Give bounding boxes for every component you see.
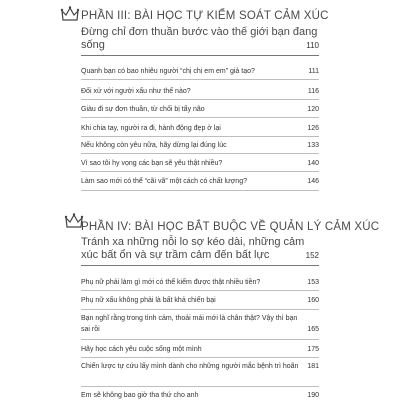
part-title: PHẦN IV: BÀI HỌC BẮT BUỘC VỀ QUẢN LÝ CẢM XÚC [81,221,380,233]
toc-entry [81,140,319,151]
toc-entry-page: 116 [307,88,319,95]
entry-rule [81,117,319,118]
entry-rule [81,386,319,387]
entry-rule [81,99,319,100]
section-heading [81,26,319,52]
toc-entry-title: Phụ nữ xấu không phải là bất khả chiến bại [81,297,216,304]
toc-entry-page: 146 [307,178,319,185]
toc-entry-title: Vì sao tôi hy vọng các bạn sẽ yêu thật nhiều? [81,160,223,167]
entry-rule [81,357,319,358]
entry-rule [81,171,319,172]
toc-entry-page: 120 [307,106,319,113]
toc-entry-page: 111 [308,68,319,75]
section-heading-text: Tránh xa những nỗi lo sợ kéo dài, những cảm xúc bất ổn và sự trầm cảm đến bất lực [81,236,305,261]
toc-entry [81,277,319,288]
entry-rule [81,136,319,137]
toc-entry-page: 190 [307,392,319,399]
section-heading-text: Đừng chỉ đơn thuần bước vào thế giới bạn đang sống [81,26,318,51]
toc-entry [81,313,319,335]
entry-rule [81,309,319,310]
toc-entry-title: Em sẽ không bao giờ tha thứ cho anh [81,392,199,399]
part-title: PHẦN III: BÀI HỌC TỰ KIỂM SOÁT CẢM XÚC [81,10,329,22]
heading-rule [81,55,319,56]
toc-entry [81,361,319,372]
toc-entry [81,104,319,115]
toc-entry-title: Làm sao mới có thể “cãi vã” một cách có chất lượng? [81,178,247,185]
toc-entry-title: Bạn nghĩ rằng trong tình cảm, thoải mái mới là chân thật? Vậy thì bạn sai rồi [81,315,298,333]
toc-entry [81,176,319,187]
toc-entry-page: 153 [307,279,319,286]
heading-rule [81,265,319,266]
toc-entry [81,390,319,401]
entry-rule [81,153,319,154]
entry-rule [81,79,319,80]
toc-entry-page: 126 [307,125,319,132]
crown-icon [60,5,80,25]
entry-rule [81,190,319,191]
toc-entry-title: Chiến lược tự cứu lấy mình dành cho những người mắc bệnh trì hoãn [81,363,299,370]
entry-rule [81,339,319,340]
toc-entry-page: 133 [307,142,319,149]
toc-entry-page: 140 [307,160,319,167]
toc-entry [81,66,319,77]
toc-entry-title: Giàu đi sự đơn thuần, từ chối bị tẩy não [81,106,205,113]
toc-entry [81,158,319,169]
toc-entry-page: 181 [307,363,319,370]
toc-entry-page: 165 [307,326,319,333]
toc-entry-title: Nếu không còn yêu nữa, hãy dừng lại đúng lúc [81,142,227,149]
toc-entry [81,123,319,134]
toc-entry-page: 175 [307,346,319,353]
toc-entry [81,86,319,97]
section-heading [81,236,319,262]
toc-entry-title: Quanh bạn có bao nhiêu người “chị chị em em” giả tạo? [81,68,255,75]
toc-entry-title: Khi chia tay, người ra đi, hành động đẹp ở lại [81,125,221,132]
section-heading-page: 152 [305,251,319,260]
section-heading-page: 110 [306,41,319,50]
toc-entry [81,295,319,306]
toc-entry-title: Đối xử với người xấu như thế nào? [81,88,191,95]
toc-entry-title: Hãy học cách yêu cuộc sống một mình [81,346,202,353]
toc-entry [81,344,319,355]
toc-entry-page: 160 [307,297,319,304]
entry-rule [81,290,319,291]
toc-entry-title: Phụ nữ phải làm gì mới có thể kiếm được thật nhiều tiền? [81,279,261,286]
